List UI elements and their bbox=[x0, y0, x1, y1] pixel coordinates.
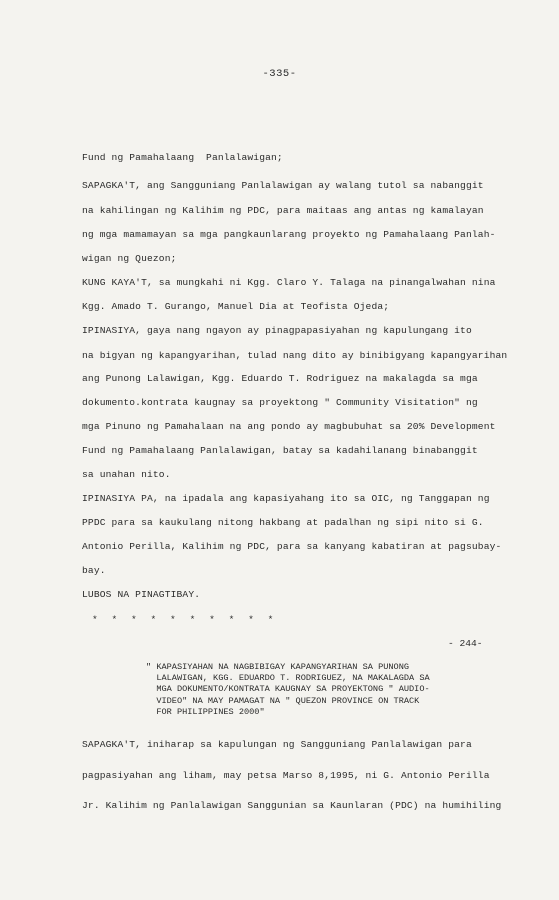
resolution-title: " KAPASIYAHAN NA NAGBIBIGAY KAPANGYARIHAN SA PUNONG LALAWIGAN, KGG. EDUARDO T. RODRIGUEZ, NA MAKALAGDA SA MGA DOKUMENTO/KONTRATA KAUGNAY SA PROYEKTONG " AUDIO- VIDEO" NA MAY PAMAGAT NA " QUEZON PROVINCE ON TRACK FOR PHILIPPINES 2000" bbox=[146, 662, 430, 717]
body-line: KUNG KAYA'T, sa mungkahi ni Kgg. Claro Y. Talaga na pinangalwahan nina bbox=[82, 277, 496, 288]
body-line: IPINASIYA PA, na ipadala ang kapasiyahang ito sa OIC, ng Tanggapan ng bbox=[82, 493, 490, 504]
page-number: -335- bbox=[262, 68, 297, 80]
body-line: LUBOS NA PINAGTIBAY. bbox=[82, 589, 201, 600]
body-line: IPINASIYA, gaya nang ngayon ay pinagpapasiyahan ng kapulungang ito bbox=[82, 325, 472, 336]
body-line: pagpasiyahan ang liham, may petsa Marso 8,1995, ni G. Antonio Perilla bbox=[82, 770, 490, 781]
body-line: Fund ng Pamahalaang Panlalawigan, batay sa kadahilanang binabanggit bbox=[82, 445, 478, 456]
section-separator: * * * * * * * * * * bbox=[92, 614, 278, 625]
body-line: dokumento.kontrata kaugnay sa proyektong " Community Visitation" ng bbox=[82, 397, 478, 408]
body-line: wigan ng Quezon; bbox=[82, 253, 177, 264]
body-line: Antonio Perilla, Kalihim ng PDC, para sa kanyang kabatiran at pagsubay- bbox=[82, 541, 502, 552]
body-line: na kahilingan ng Kalihim ng PDC, para maitaas ang antas ng kamalayan bbox=[82, 205, 484, 216]
body-line: na bigyan ng kapangyarihan, tulad nang dito ay binibigyang kapangyarihan bbox=[82, 350, 508, 361]
body-line: SAPAGKA'T, iniharap sa kapulungan ng Sangguniang Panlalawigan para bbox=[82, 739, 472, 750]
body-line: SAPAGKA'T, ang Sangguniang Panlalawigan ay walang tutol sa nabanggit bbox=[82, 180, 484, 191]
body-line: PPDC para sa kaukulang nitong hakbang at padalhan ng sipi nito si G. bbox=[82, 517, 484, 528]
body-line: mga Pinuno ng Pamahalaan na ang pondo ay magbubuhat sa 20% Development bbox=[82, 421, 496, 432]
body-line: Kgg. Amado T. Gurango, Manuel Dia at Teofista Ojeda; bbox=[82, 301, 390, 312]
body-line: ng mga mamamayan sa mga pangkaunlarang proyekto ng Pamahalaang Panlah- bbox=[82, 229, 496, 240]
body-line: ang Punong Lalawigan, Kgg. Eduardo T. Rodriguez na makalagda sa mga bbox=[82, 373, 478, 384]
body-line: bay. bbox=[82, 565, 106, 576]
body-line: Jr. Kalihim ng Panlalawigan Sanggunian sa Kaunlaran (PDC) na humihiling bbox=[82, 800, 502, 811]
body-line: sa unahan nito. bbox=[82, 469, 171, 480]
resolution-number: - 244- bbox=[448, 638, 483, 649]
body-line: Fund ng Pamahalaang Panlalawigan; bbox=[82, 152, 283, 163]
